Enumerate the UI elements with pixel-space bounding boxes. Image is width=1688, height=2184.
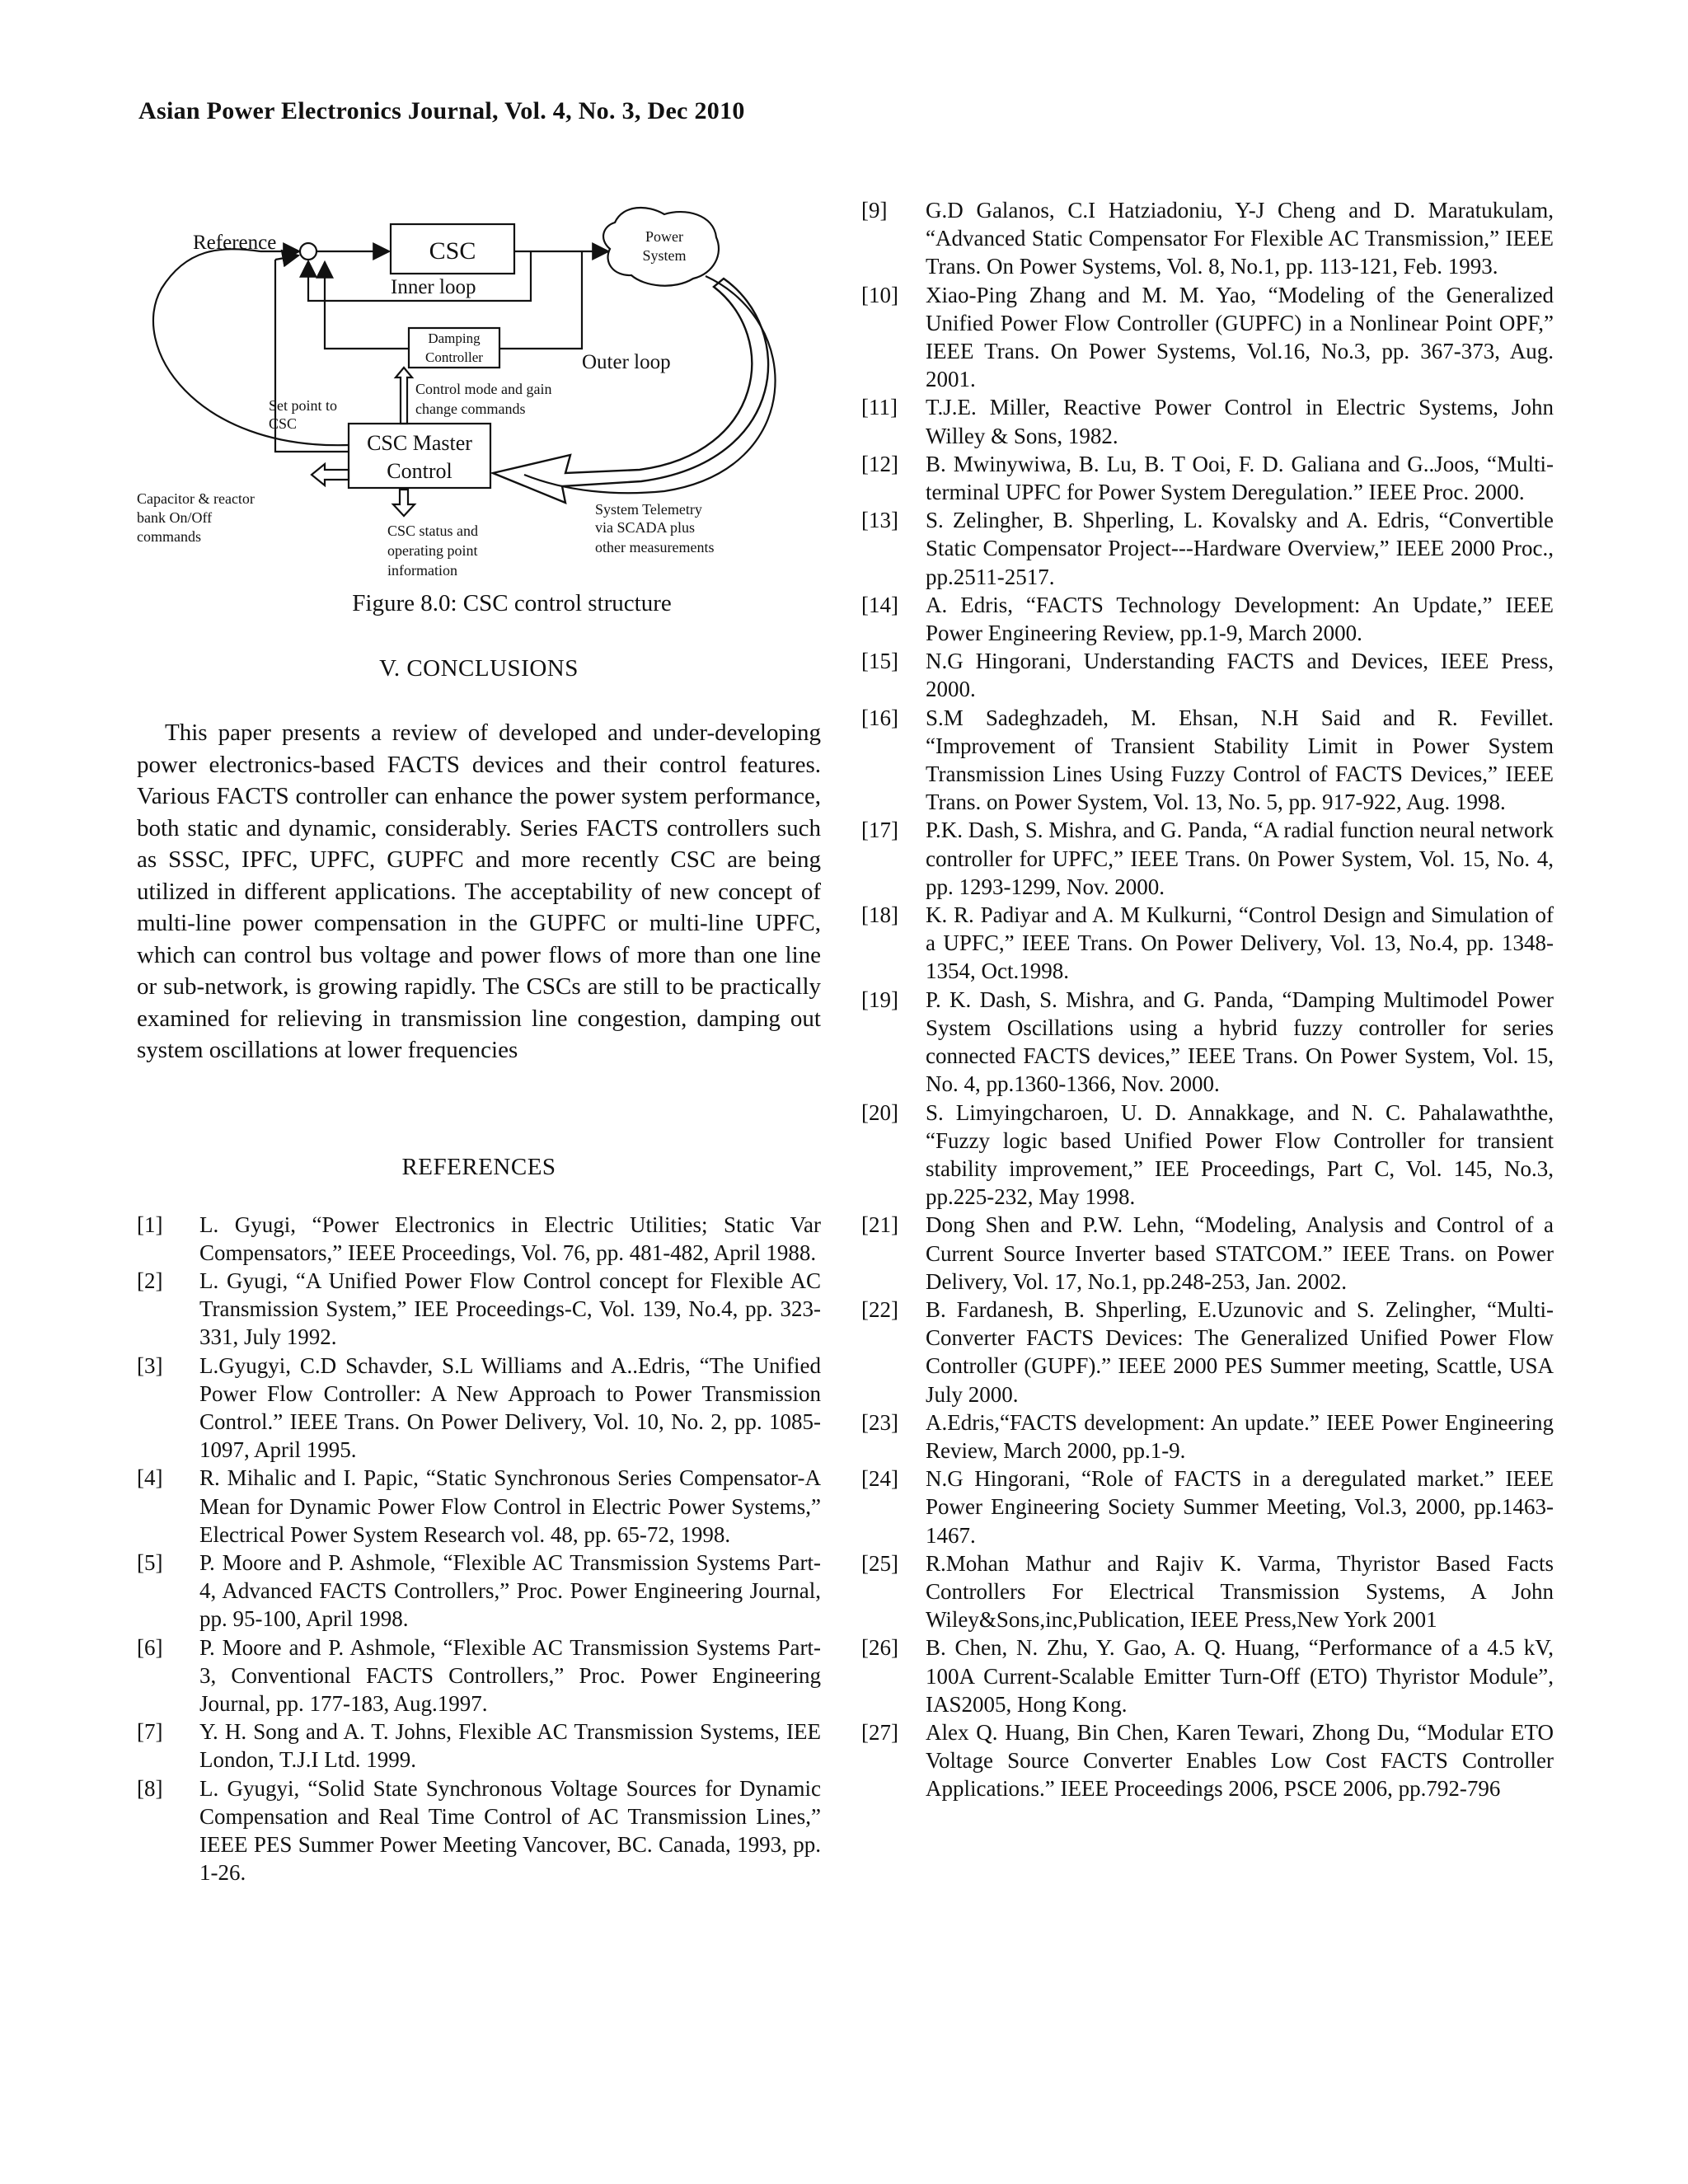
label-outer-loop: Outer loop bbox=[582, 351, 671, 373]
reference-item bbox=[861, 704, 1554, 817]
reference-number: [22] bbox=[861, 1296, 898, 1322]
reference-item bbox=[137, 1464, 821, 1549]
label-set-point: Set point to bbox=[269, 397, 338, 414]
reference-number: [2] bbox=[137, 1268, 163, 1293]
reference-text: L. Gyugyi, “Solid State Synchronous Voltage Sources for Dynamic Compensation and Real Time Control of AC Transmission Lines,” IEEE PES Summer Power Meeting Vancover, BC. Canada, 1993, pp. 1-26. bbox=[199, 1775, 821, 1886]
reference-number: [15] bbox=[861, 649, 898, 674]
reference-text: S. Zelingher, B. Shperling, L. Kovalsky and A. Edris, “Convertible Static Compensator Project---Hardware Overview,” IEEE 2000 Proc., pp.2511-2517. bbox=[926, 508, 1554, 589]
label-master-control: Control bbox=[387, 459, 452, 483]
reference-text: L.Gyugyi, C.D Schavder, S.L Williams and A..Edris, “The Unified Power Flow Controller: A New Approach to Power Transmission Control.” IEEE Trans. On Power Delivery, Vol. 10, No. 2, pp. 1085-1097, April 1995. bbox=[199, 1352, 821, 1463]
conclusions-text: This paper presents a review of developed and under-developing power electronics-based FACTS devices and their control features. Various FACTS controller can enhance the power system performance, both static and dynamic, considerably. Series FACTS controllers such as SSSC, IPFC, UPFC, GUPFC and more recently CSC are being utilized in different applications. The acceptability of new concept of multi-line power compensation in the GUPFC or multi-line UPFC, which can control bus voltage and power flows of more than one line or sub-network, is growing rapidly. The CSCs are still to be practically examined for relieving in transmission line congestion, damping out system oscillations at lower frequencies bbox=[137, 719, 821, 1063]
reference-item bbox=[861, 647, 1554, 703]
label-operating: operating point bbox=[387, 542, 478, 559]
reference-item bbox=[861, 1549, 1554, 1634]
reference-number: [16] bbox=[861, 705, 898, 730]
reference-item bbox=[137, 1633, 821, 1718]
reference-number: [1] bbox=[137, 1212, 163, 1237]
label-control-mode: Control mode and gain bbox=[415, 381, 552, 397]
label-controller: Controller bbox=[425, 349, 483, 365]
reference-item bbox=[137, 1352, 821, 1465]
reference-number: [7] bbox=[137, 1719, 163, 1745]
label-reference: Reference bbox=[193, 232, 277, 254]
figure-caption: Figure 8.0: CSC control structure bbox=[352, 590, 672, 616]
reference-item bbox=[861, 986, 1554, 1099]
reference-text: T.J.E. Miller, Reactive Power Control in Electric Systems, John Willey & Sons, 1982. bbox=[926, 395, 1554, 448]
reference-item bbox=[861, 1296, 1554, 1408]
reference-text: A. Edris, “FACTS Technology Development: An Update,” IEEE Power Engineering Review, pp.1-9, March 2000. bbox=[926, 592, 1554, 646]
label-power: Power bbox=[645, 228, 683, 245]
reference-item bbox=[861, 1465, 1554, 1549]
reference-text: P. Moore and P. Ashmole, “Flexible AC Transmission Systems Part-3, Conventional FACTS Controllers,” Proc. Power Engineering Journal, pp. 177-183, Aug.1997. bbox=[199, 1634, 821, 1716]
label-bank: bank On/Off bbox=[137, 509, 213, 526]
label-master: CSC Master bbox=[367, 431, 472, 455]
reference-item bbox=[861, 281, 1554, 394]
reference-item bbox=[861, 1211, 1554, 1296]
status-arrow bbox=[393, 490, 415, 516]
reference-text: Xiao-Ping Zhang and M. M. Yao, “Modeling of the Generalized Unified Power Flow Controller (GUPFC) in a Nonlinear Point OPF,” IEEE Trans. On Power Systems, Vol.16, No.3, pp. 367-373, Aug. 2001. bbox=[926, 282, 1554, 392]
reference-text: L. Gyugi, “A Unified Power Flow Control concept for Flexible AC Transmission System,” IEE Proceedings-C, Vol. 139, No.4, pp. 323-331, July 1992. bbox=[199, 1268, 821, 1350]
reference-number: [26] bbox=[861, 1635, 898, 1661]
reference-item bbox=[861, 1099, 1554, 1212]
reference-number: [13] bbox=[861, 508, 898, 533]
reference-number: [9] bbox=[861, 198, 888, 223]
summing-junction bbox=[300, 243, 316, 260]
references-title: REFERENCES bbox=[401, 1153, 556, 1180]
reference-number: [18] bbox=[861, 902, 898, 928]
label-information: information bbox=[387, 562, 457, 579]
reference-item bbox=[861, 1408, 1554, 1465]
reference-text: L. Gyugi, “Power Electronics in Electric Utilities; Static Var Compensators,” IEEE Proceedings, Vol. 76, pp. 481-482, April 1988. bbox=[199, 1212, 821, 1265]
reference-text: Dong Shen and P.W. Lehn, “Modeling, Analysis and Control of a Current Source Inverter based STATCOM.” IEEE Trans. on Power Delivery, Vol. 17, No.1, pp.248-253, Jan. 2002. bbox=[926, 1212, 1554, 1294]
reference-list-right bbox=[861, 196, 1554, 1803]
reference-text: B. Chen, N. Zhu, Y. Gao, A. Q. Huang, “Performance of a 4.5 kV, 100A Current-Scalable Emitter Turn-Off (ETO) Thyristor Module”, IAS2005, Hong Kong. bbox=[926, 1635, 1554, 1717]
reference-number: [25] bbox=[861, 1550, 898, 1576]
label-commands: commands bbox=[137, 528, 201, 545]
reference-number: [3] bbox=[137, 1352, 163, 1378]
capacitor-arrow bbox=[312, 464, 349, 485]
reference-item bbox=[137, 1211, 821, 1267]
reference-text: S. Limyingcharoen, U. D. Annakkage, and N. C. Pahalawaththe, “Fuzzy logic based Unified Power Flow Controller for transient stability improvement,” IEE Proceedings, Part C, Vol. 145, No.3, pp.225-232, May 1998. bbox=[926, 1099, 1554, 1210]
label-telemetry: System Telemetry bbox=[595, 501, 702, 518]
reference-number: [23] bbox=[861, 1409, 898, 1435]
reference-number: [4] bbox=[137, 1465, 163, 1491]
reference-text: Y. H. Song and A. T. Johns, Flexible AC Transmission Systems, IEE London, T.J.I Ltd. 1999. bbox=[199, 1719, 821, 1773]
reference-text: R.Mohan Mathur and Rajiv K. Varma, Thyristor Based Facts Controllers For Electrical Transmission Systems, A John Wiley&Sons,inc,Publication, IEEE Press,New York 2001 bbox=[926, 1550, 1554, 1633]
reference-text: P. K. Dash, S. Mishra, and G. Panda, “Damping Multimodel Power System Oscillations using a hybrid fuzzy controller for series connected FACTS devices,” IEEE Trans. On Power System, Vol. 15, No. 4, pp.1360-1366, Nov. 2000. bbox=[926, 987, 1554, 1097]
label-system: System bbox=[642, 247, 687, 264]
reference-item bbox=[861, 196, 1554, 281]
label-gain-change: change commands bbox=[415, 401, 526, 417]
reference-number: [5] bbox=[137, 1549, 163, 1575]
right-column bbox=[861, 196, 1554, 1803]
reference-item bbox=[137, 1549, 821, 1633]
reference-number: [20] bbox=[861, 1099, 898, 1125]
reference-text: Alex Q. Huang, Bin Chen, Karen Tewari, Zhong Du, “Modular ETO Voltage Source Converter Enables Low Cost FACTS Controller Applications.” IEEE Proceedings 2006, PSCE 2006, pp.792-796 bbox=[926, 1719, 1554, 1802]
reference-number: [10] bbox=[861, 282, 898, 307]
reference-text: B. Mwinywiwa, B. Lu, B. T Ooi, F. D. Galiana and G..Joos, “Multi-terminal UPFC for Power System Deregulation.” IEEE Proc. 2000. bbox=[926, 451, 1554, 505]
reference-item bbox=[861, 901, 1554, 986]
reference-text: A.Edris,“FACTS development: An update.” IEEE Power Engineering Review, March 2000, pp.1-9. bbox=[926, 1409, 1554, 1463]
reference-text: N.G Hingorani, “Role of FACTS in a deregulated market.” IEEE Power Engineering Society Summer Meeting, Vol.3, 2000, pp.1463-1467. bbox=[926, 1466, 1554, 1548]
label-set-point-csc: CSC bbox=[269, 415, 298, 432]
reference-text: P. Moore and P. Ashmole, “Flexible AC Transmission Systems Part-4, Advanced FACTS Controllers,” Proc. Power Engineering Journal, pp. 95-100, April 1998. bbox=[199, 1549, 821, 1632]
reference-number: [8] bbox=[137, 1775, 163, 1801]
reference-number: [14] bbox=[861, 592, 898, 617]
reference-item bbox=[861, 816, 1554, 901]
conclusions-title: V. CONCLUSIONS bbox=[379, 655, 579, 682]
reference-item bbox=[861, 506, 1554, 591]
reference-number: [12] bbox=[861, 451, 898, 476]
control-mode-arrow bbox=[396, 368, 412, 424]
reference-number: [24] bbox=[861, 1466, 898, 1492]
reference-text: R. Mihalic and I. Papic, “Static Synchronous Series Compensator-A Mean for Dynamic Power Flow Control in Electric Power Systems,” Electrical Power System Research vol. 48, pp. 65-72, 1998. bbox=[199, 1465, 821, 1547]
reference-item bbox=[137, 1267, 821, 1352]
reference-item bbox=[137, 1718, 821, 1774]
label-capacitor: Capacitor & reactor bbox=[137, 490, 255, 507]
label-scada: via SCADA plus bbox=[595, 519, 696, 536]
reference-list-left bbox=[137, 1211, 821, 1887]
csc-control-diagram bbox=[137, 190, 821, 585]
reference-item bbox=[137, 1774, 821, 1887]
reference-number: [19] bbox=[861, 987, 898, 1012]
reference-number: [27] bbox=[861, 1719, 898, 1745]
label-status: CSC status and bbox=[387, 523, 479, 539]
reference-item bbox=[861, 591, 1554, 647]
reference-item bbox=[861, 450, 1554, 506]
reference-item bbox=[861, 1633, 1554, 1718]
label-csc: CSC bbox=[429, 237, 476, 265]
reference-number: [21] bbox=[861, 1212, 898, 1238]
journal-header: Asian Power Electronics Journal, Vol. 4, No. 3, Dec 2010 bbox=[138, 97, 745, 124]
reference-item bbox=[861, 1718, 1554, 1803]
left-column bbox=[137, 190, 821, 1886]
reference-number: [6] bbox=[137, 1634, 163, 1660]
label-measurements: other measurements bbox=[595, 539, 715, 555]
label-inner-loop: Inner loop bbox=[391, 276, 476, 298]
label-damping: Damping bbox=[428, 330, 481, 346]
reference-item bbox=[861, 393, 1554, 449]
reference-text: B. Fardanesh, B. Shperling, E.Uzunovic and S. Zelingher, “Multi-Converter FACTS Devices: The Generalized Unified Power Flow Controller (GUPF).” IEEE 2000 PES Summer meeting, Scattle, USA July 2000. bbox=[926, 1296, 1554, 1407]
reference-text: K. R. Padiyar and A. M Kulkurni, “Control Design and Simulation of a UPFC,” IEEE Trans. On Power Delivery, Vol. 13, No.4, pp. 1348-1354, Oct.1998. bbox=[926, 902, 1554, 984]
outer-loop-path bbox=[524, 276, 776, 493]
reference-number: [11] bbox=[861, 395, 898, 420]
reference-text: G.D Galanos, C.I Hatziadoniu, Y-J Cheng and D. Maratukulam, “Advanced Static Compensator For Flexible AC Transmission,” IEEE Trans. On Power Systems, Vol. 8, No.1, pp. 113-121, Feb. 1993. bbox=[926, 198, 1554, 279]
reference-text: S.M Sadeghzadeh, M. Ehsan, N.H Said and R. Fevillet. “Improvement of Transient Stability Limit in Power System Transmission Lines Using Fuzzy Control of FACTS Devices,” IEEE Trans. on Power System, Vol. 13, No. 5, pp. 917-922, Aug. 1998. bbox=[926, 705, 1554, 815]
reference-text: N.G Hingorani, Understanding FACTS and Devices, IEEE Press, 2000. bbox=[926, 649, 1554, 702]
reference-text: P.K. Dash, S. Mishra, and G. Panda, “A radial function neural network controller for UPFC,” IEEE Trans. 0n Power System, Vol. 15, No. 4, pp. 1293-1299, Nov. 2000. bbox=[926, 818, 1554, 899]
reference-number: [17] bbox=[861, 818, 898, 843]
